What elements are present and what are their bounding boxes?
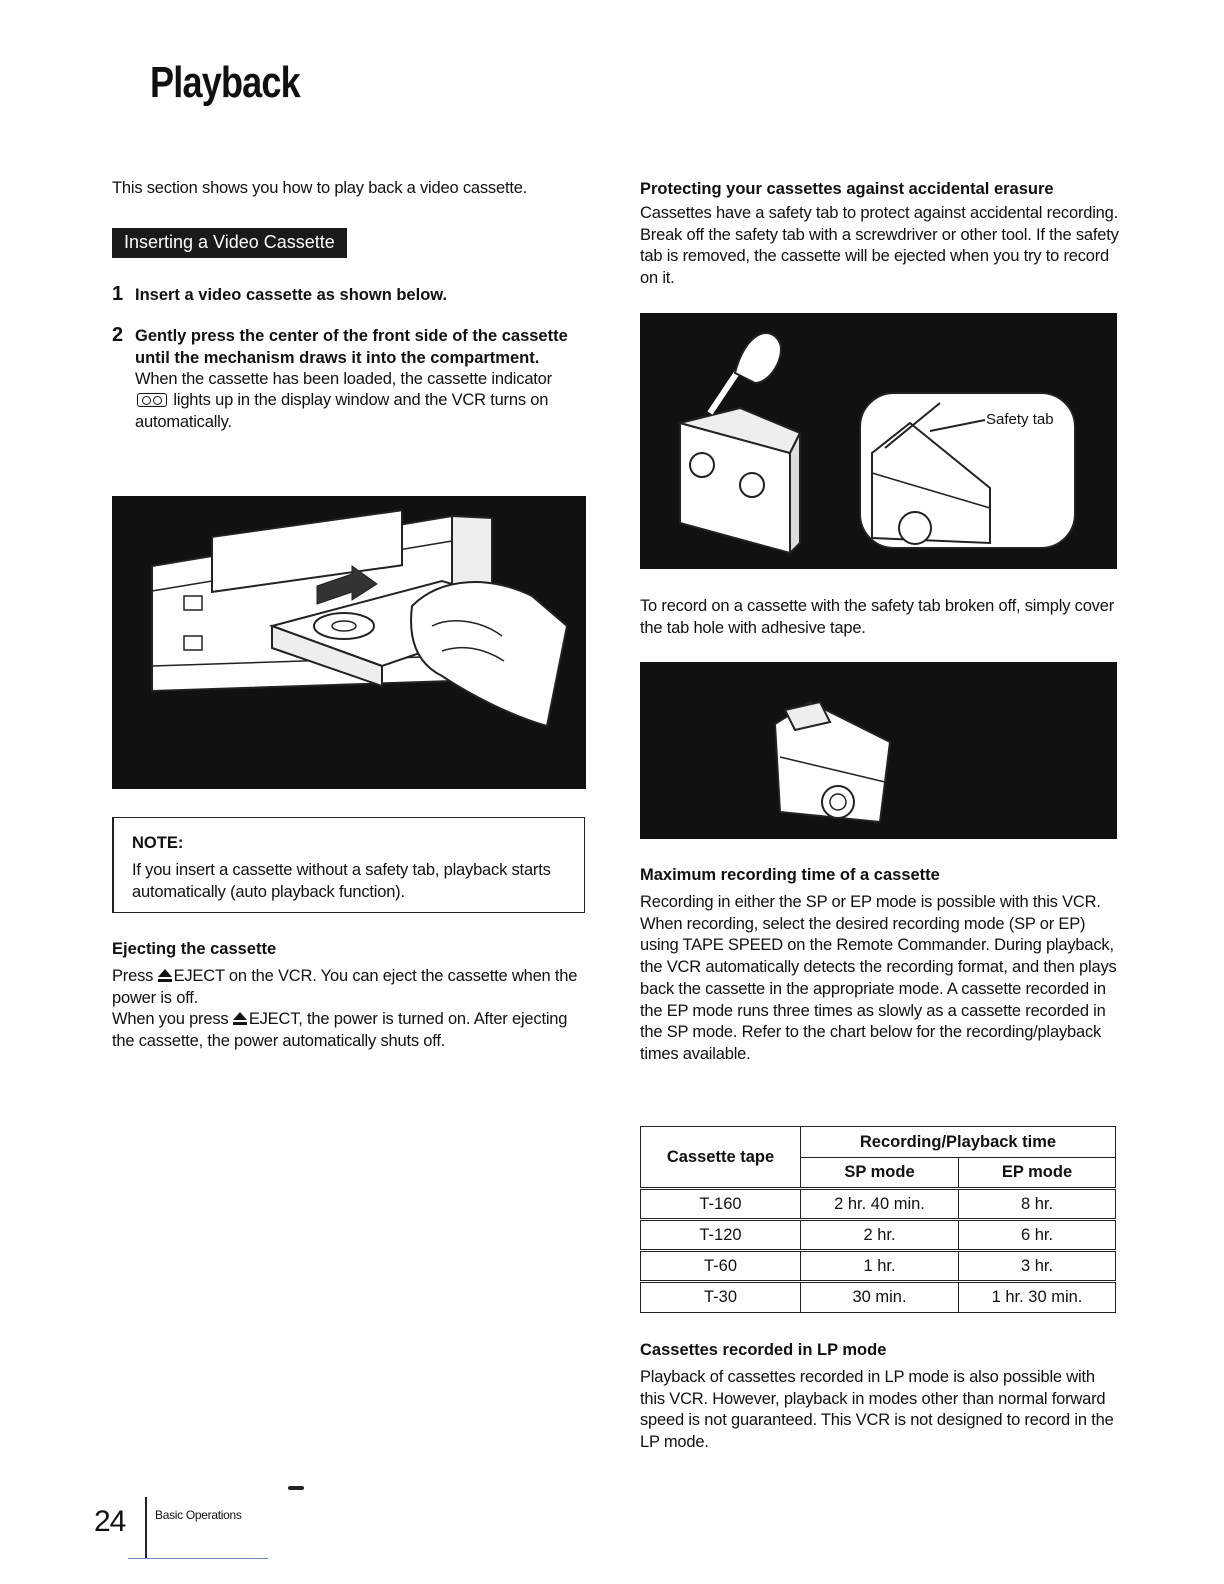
eject-icon [158,969,172,982]
lp-mode-text: Playback of cassettes recorded in LP mode is also possible with this VCR. However, playback in modes other than normal forward speed is not guaranteed. This VCR is not designed to record in the LP mode. [640,1368,1114,1452]
protecting-section [640,178,1120,290]
protecting-text: Cassettes have a safety tab to protect against accidental recording. Break off the safety tab with a screwdriver or other tool. If the safety tab is removed, the cassette will be ejected when you try to record on it. [640,204,1119,288]
ejecting-paragraph-2 [112,1009,582,1052]
table-row [641,1189,1116,1220]
vcr-insert-drawing [112,496,586,789]
ejecting-line1-pre: Press [112,967,154,985]
cell-sp: 30 min. [801,1282,959,1313]
table-row [641,1220,1116,1251]
max-recording-text: Recording in either the SP or EP mode is possible with this VCR. When recording, select the desired recording mode (SP or EP) using TAPE SPEED on the Remote Commander. During playback, the VCR automatically detects the recording format, and then plays back the cassette in the appropriate mode. A cassette recorded in the EP mode runs three times as slowly as a cassette recorded in the SP mode. Refer to the chart below for the recording/playback times available. [640,893,1117,1063]
footer-divider [145,1497,147,1559]
table-row [641,1282,1116,1313]
cell-tape: T-160 [641,1189,801,1220]
step-2-detail-before: When the cassette has been loaded, the cassette indicator [135,369,552,388]
header-ep-mode: EP mode [959,1158,1116,1189]
cell-sp: 1 hr. [801,1251,959,1282]
cell-ep: 3 hr. [959,1251,1116,1282]
cell-tape: T-60 [641,1251,801,1282]
lp-mode-heading: Cassettes recorded in LP mode [640,1341,887,1359]
safety-tab-illustration [640,313,1117,569]
safety-tab-caption: To record on a cassette with the safety tab broken off, simply cover the tab hole with adhesive tape. [640,597,1115,637]
note-title: NOTE: [132,834,184,852]
ejecting-line1-post: EJECT on the VCR. You can eject the cassette when the power is off. [112,967,578,1007]
ejecting-line2-post: EJECT, the power is turned on. After ejecting the cassette, the power automatically shuts off. [112,1010,568,1051]
header-recording-playback: Recording/Playback time [801,1127,1116,1158]
cell-tape: T-120 [641,1220,801,1251]
ejecting-paragraph-1 [112,966,582,1009]
step-2 [112,325,588,434]
cell-ep: 8 hr. [959,1189,1116,1220]
page-title: Playback [150,58,300,107]
safety-tab-drawing [640,313,1117,569]
step-2-text: Gently press the center of the front side of the cassette until the mechanism draws it into the compartment. [135,326,568,367]
safety-tab-label: Safety tab [986,411,1054,428]
tape-cover-illustration [640,662,1117,839]
max-recording-section [640,864,1120,1066]
step-2-detail-after: lights up in the display window and the VCR turns on automatically. [135,391,549,432]
page-number: 24 [94,1505,126,1538]
max-recording-heading: Maximum recording time of a cassette [640,866,940,884]
recording-time-table [640,1126,1116,1313]
step-2-detail [135,369,588,434]
vcr-insert-illustration [112,496,586,789]
ejecting-section [112,938,582,1053]
cell-ep: 6 hr. [959,1220,1116,1251]
cell-sp: 2 hr. [801,1220,959,1251]
intro-text: This section shows you how to play back a video cassette. [112,179,528,197]
footer-section-label: Basic Operations [155,1508,242,1522]
footer-underline [128,1558,268,1559]
note-box [112,817,585,913]
protecting-heading: Protecting your cassettes against accidental erasure [640,180,1054,198]
cell-ep: 1 hr. 30 min. [959,1282,1116,1313]
step-1-number: 1 [112,282,124,305]
left-column [112,178,588,434]
cell-sp: 2 hr. 40 min. [801,1189,959,1220]
ejecting-heading: Ejecting the cassette [112,940,277,958]
table-header-row [641,1127,1116,1158]
section-heading-inserting: Inserting a Video Cassette [112,228,347,258]
step-1 [112,284,588,306]
table-row [641,1251,1116,1282]
header-sp-mode: SP mode [801,1158,959,1189]
ejecting-line2-pre: When you press [112,1010,229,1029]
header-cassette-tape: Cassette tape [641,1127,801,1189]
step-1-text: Insert a video cassette as shown below. [135,285,448,304]
step-2-number: 2 [112,323,124,346]
tape-cover-drawing [640,662,1117,839]
cassette-indicator-icon [137,393,167,407]
note-text: If you insert a cassette without a safety tab, playback starts automatically (auto playback function). [132,861,551,901]
eject-icon [233,1012,247,1025]
page-mark [288,1486,304,1490]
cell-tape: T-30 [641,1282,801,1313]
lp-mode-section [640,1339,1120,1454]
